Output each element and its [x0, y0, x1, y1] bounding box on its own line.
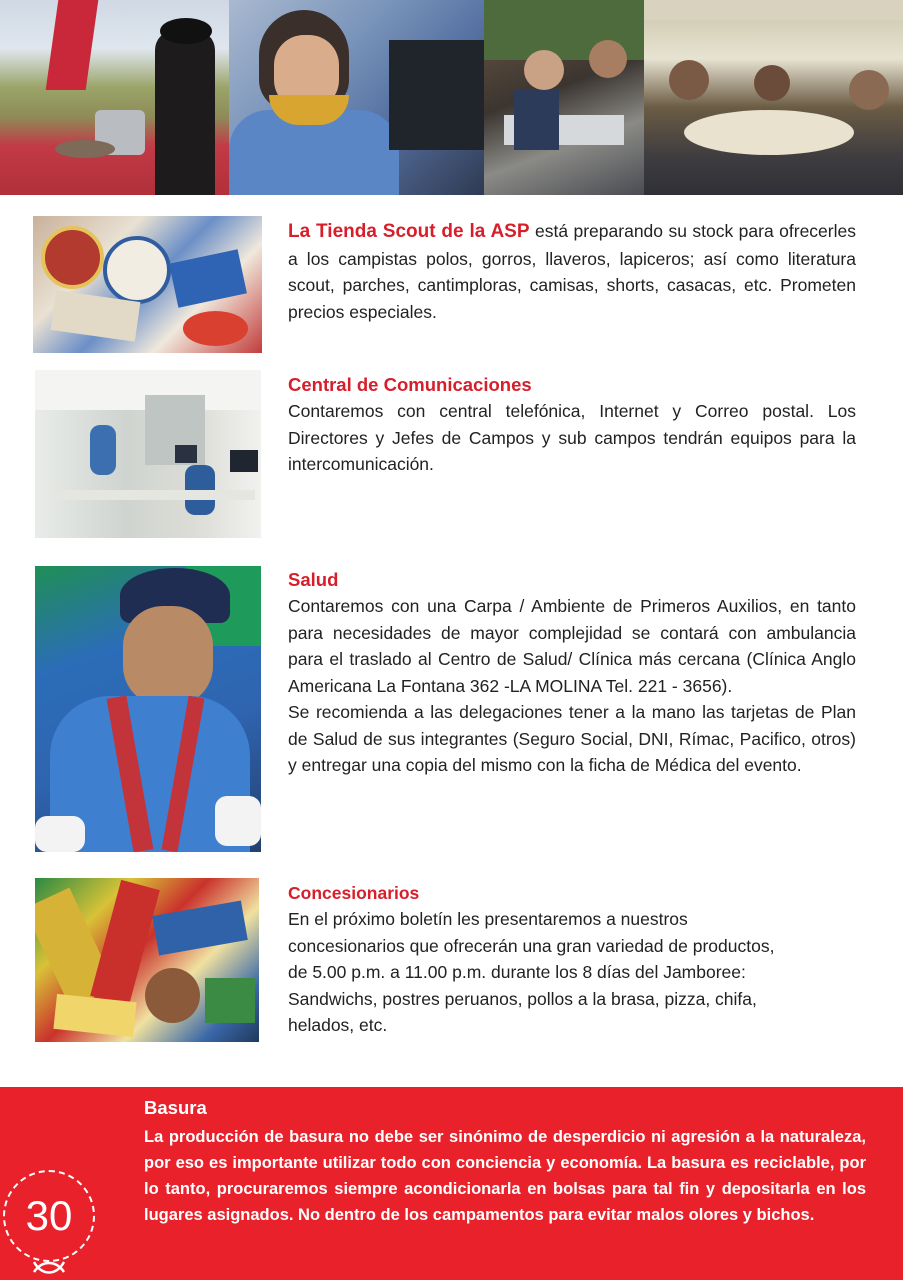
- concesionarios-title: Concesionarios: [288, 883, 420, 903]
- concesionarios-line: concesionarios que ofrecerán una gran variedad de productos,: [288, 935, 775, 956]
- photo-banner: [0, 0, 903, 195]
- scout-patches-photo: [33, 216, 262, 353]
- salud-title: Salud: [288, 569, 339, 590]
- central-section: [288, 372, 856, 478]
- page-number-badge: [3, 1170, 95, 1262]
- tienda-section: [288, 218, 856, 325]
- scout-at-computer-photo: [229, 0, 484, 195]
- salud-text-2: Se recomienda a las delegaciones tener a la mano las tarjetas de Plan de Salud de sus integrantes (Seguro Social, DNI, Rímac, Pacifico, otros) y entregar una copia del mismo con la ficha de Médica del evento.: [288, 702, 856, 775]
- basura-title: Basura: [144, 1097, 207, 1118]
- tienda-title: La Tienda Scout de la ASP: [288, 221, 530, 242]
- computer-room-photo: [35, 370, 261, 538]
- scout-doctor-photo: [35, 566, 261, 852]
- scout-camp-cooking-photo: [0, 0, 229, 195]
- salud-section: [288, 567, 856, 779]
- scouts-microscope-lab-photo: [484, 0, 644, 195]
- snacks-candies-photo: [35, 878, 259, 1042]
- page-number: 30: [25, 1192, 73, 1239]
- concesionarios-section: [288, 880, 856, 1039]
- concesionarios-line: de 5.00 p.m. a 11.00 p.m. durante los 8 días del Jamboree:: [288, 962, 746, 982]
- rope-knot-icon: [30, 1258, 68, 1278]
- salud-text: Contaremos con una Carpa / Ambiente de Primeros Auxilios, en tanto para necesidades de mayor complejidad se contará con ambulancia para el traslado al Centro de Salud/ Clínica más cercana (Clínica Anglo Americana La Fontana 362 -LA MOLINA Tel. 221 - 3656).: [288, 596, 856, 696]
- concesionarios-line: En el próximo boletín les presentaremos a nuestros: [288, 909, 688, 929]
- central-text: Contaremos con central telefónica, Internet y Correo postal. Los Directores y Jefes de Campos y sub campos tendrán equipos para la intercomunicación.: [288, 401, 856, 474]
- scouts-round-table-photo: [644, 0, 903, 195]
- central-title: Central de Comunicaciones: [288, 374, 532, 395]
- concesionarios-line: Sandwichs, postres peruanos, pollos a la brasa, pizza, chifa,: [288, 988, 757, 1009]
- concesionarios-line: helados, etc.: [288, 1015, 388, 1035]
- tienda-text: está preparando su stock para ofrecerles a los campistas polos, gorros, llaveros, lapiceros; así como literatura scout, parches, cantimploras, camisas, shorts, casacas, etc. Prometen precios especiales.: [288, 221, 856, 322]
- basura-text: La producción de basura no debe ser sinónimo de desperdicio ni agresión a la naturaleza, por eso es importante utilizar todo con conciencia y economía. La basura es reciclable, por lo tanto, procuraremos siempre acondicionarla en bolsas para tal fin y depositarla en los lugares asignados. No dentro de los campamentos para evitar malos olores y bichos.: [144, 1128, 866, 1224]
